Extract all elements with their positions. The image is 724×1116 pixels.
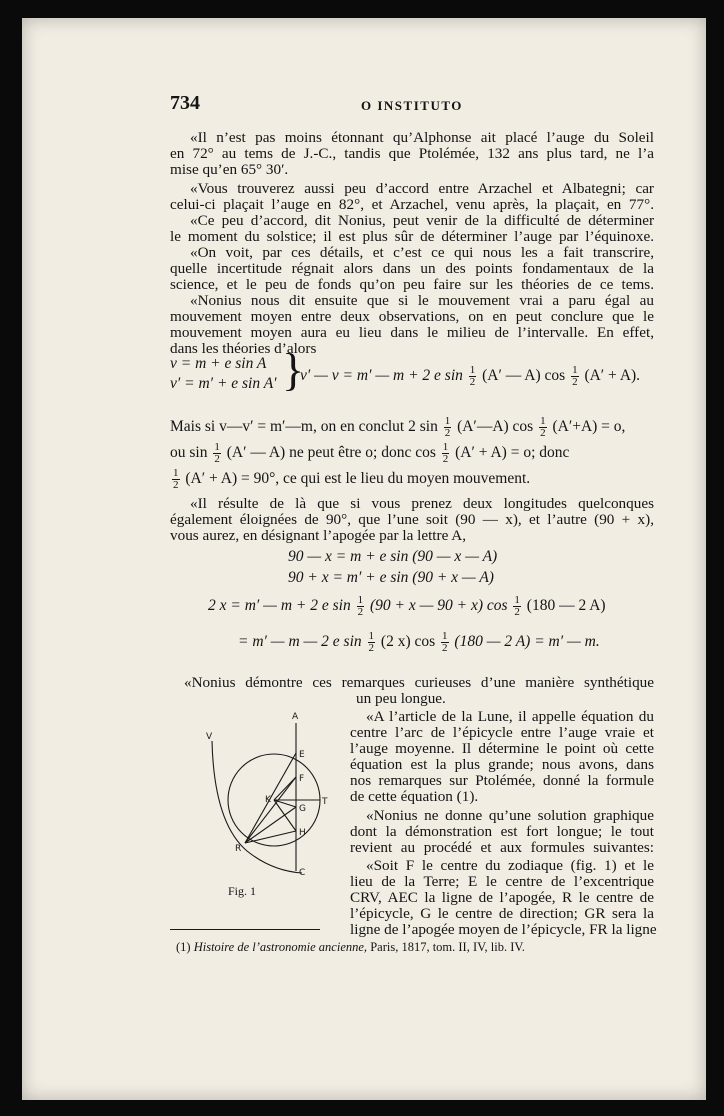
brace: }	[282, 344, 305, 395]
footnote	[176, 940, 525, 955]
running-title: O INSTITUTO	[361, 98, 463, 113]
label-V: V	[206, 732, 213, 742]
line-KF	[274, 777, 296, 800]
label-E: E	[299, 750, 305, 760]
text-line: un peu longue.	[356, 690, 446, 707]
formula-line: = m′ — m — 2 e sin $\frac{1}{2}$ (2 x) cos $\frac{1}{2}$ (180 — 2 A) = m′ — m.	[238, 630, 600, 654]
figure-1-diagram	[172, 703, 340, 888]
footnote-marker: (1)	[176, 940, 191, 954]
eccentric-arc	[212, 741, 305, 873]
label-C: C	[299, 868, 306, 878]
scanned-page	[22, 18, 706, 1100]
text-line: «Soit F le centre du zodiaque (fig. 1) et le	[366, 857, 654, 874]
label-F: F	[299, 774, 305, 784]
text-line: en 72° au tems de J.-C., tandis que Ptolémée, 132 ans plus tard, ne l’a	[170, 145, 654, 162]
formula-line	[300, 365, 640, 388]
text-line: centre l’arc de l’épicycle entre l’auge vraie et	[350, 724, 654, 741]
text-line: «Il résulte de là que si vous prenez deux longitudes quelconques	[190, 495, 654, 512]
text-line: équation est la plus grande; nous avons, dans	[350, 756, 654, 773]
text-line: mouvement moyen aura eu lieu dans le milieu de l’intervalle. En effet,	[170, 324, 654, 341]
text-line: vous aurez, en désignant l’apogée par la lettre A,	[170, 527, 467, 544]
formula-part: (A′ — A) cos	[482, 367, 566, 385]
text-line: «Nonius nous dit ensuite que si le mouvement vrai a paru égal au	[190, 292, 654, 309]
math-text-line: ou sin $\frac{1}{2}$ (A′ — A) ne peut être o; donc cos $\frac{1}{2}$ (A′ + A) = o; donc	[170, 441, 570, 465]
formula-line: v = m + e sin A	[170, 355, 267, 372]
math-text-line: Mais si v—v′ = m′—m, on en conclut 2 sin $\frac{1}{2}$ (A′—A) cos $\frac{1}{2}$ (A′+A) = o,	[170, 415, 626, 439]
text-line: également éloignées de 90°, que l’une soit (90 — x), et l’autre (90 + x),	[170, 511, 654, 528]
formula-line: v′ = m′ + e sin A′	[170, 375, 277, 392]
text-line: mouvement moyen entre deux observations, on en peut conclure que le	[170, 308, 654, 325]
text-line: nos remarques sur Ptolémée, donné la formule	[350, 772, 654, 789]
text-line: ligne de l’apogée moyen de l’épicycle, FR la ligne	[350, 921, 657, 938]
line-RG	[245, 807, 296, 843]
text-line: lieu de la Terre; E le centre de l’excentrique	[350, 873, 654, 890]
text-line: revient au procédé et aux formules suivantes:	[350, 839, 654, 856]
text-line: science, et le peu de fonds qu’on peu faire sur les théories de ce tems.	[170, 276, 654, 293]
label-T: T	[322, 797, 328, 807]
text-line: mise qu’en 65° 30′.	[170, 161, 289, 178]
footnote-source: Paris, 1817, tom. II, IV, lib. IV.	[370, 940, 525, 954]
text-line: «On voit, par ces détails, et c’est ce qui nous les a fait transcrire,	[190, 244, 654, 261]
page-number: 734	[170, 92, 200, 114]
text-line: «Nonius démontre ces remarques curieuses d’une manière synthétique	[184, 674, 654, 691]
text-line: celui-ci plaçait l’auge en 82°, et Arzachel, venu après, la plaçait, en 77°.	[170, 196, 654, 213]
label-G: G	[299, 804, 306, 814]
text-line: dans les théories d’alors	[170, 340, 317, 357]
text-line: «A l’article de la Lune, il appelle équation du	[366, 708, 654, 725]
line-KG	[274, 800, 296, 807]
formula-line: 2 x = m′ — m + 2 e sin $\frac{1}{2}$ (90 + x — 90 + x) cos $\frac{1}{2}$ (180 — 2 A)	[208, 594, 606, 618]
text-line: l’épicycle, G le centre de direction; GR sera la	[350, 905, 654, 922]
text-line: «Ce peu d’accord, dit Nonius, peut venir de la difficulté de déterminer	[190, 212, 654, 229]
text-line: le moment du solstice; il est plus sûr de déterminer l’auge par l’équinoxe.	[170, 228, 654, 245]
fraction: $\frac{1}{2}$	[469, 364, 476, 388]
line-KH	[274, 800, 296, 831]
footnote-rule	[170, 929, 320, 930]
formula-part: (A′ + A).	[584, 367, 641, 385]
text-line: «Il n’est pas moins étonnant qu’Alphonse ait placé l’auge du Soleil	[190, 129, 654, 146]
text-line: quelle incertitude régnait alors dans un des points fondamentaux de la	[170, 260, 654, 277]
label-K: K	[265, 795, 271, 805]
text-line: dont la démonstration est fort longue; le tout	[350, 823, 654, 840]
text-line: l’auge moyenne. Il détermine le point où cette	[350, 740, 654, 757]
label-R: R	[235, 844, 242, 854]
formula-line: 90 — x = m + e sin (90 — x — A)	[288, 548, 498, 565]
text-line: «Nonius ne donne qu’une solution graphique	[366, 807, 654, 824]
figure-caption: Fig. 1	[228, 884, 257, 898]
text-line: «Vous trouverez aussi peu d’accord entre Arzachel et Albategni; car	[190, 180, 654, 197]
math-text-line: $\frac{1}{2}$ (A′ + A) = 90°, ce qui est le lieu du moyen mouvement.	[173, 467, 531, 491]
label-A: A	[292, 712, 299, 722]
label-H: H	[299, 828, 306, 838]
formula-line: 90 + x = m′ + e sin (90 + x — A)	[288, 569, 494, 586]
footnote-title: Histoire de l’astronomie ancienne,	[193, 940, 368, 954]
text-line: de cette équation (1).	[350, 788, 479, 805]
formula-part: v′ — v = m′ — m + 2 e sin	[300, 367, 463, 385]
text-line: CRV, AEC la ligne de l’apogée, R le centre de	[350, 889, 654, 906]
fraction: $\frac{1}{2}$	[572, 364, 578, 388]
